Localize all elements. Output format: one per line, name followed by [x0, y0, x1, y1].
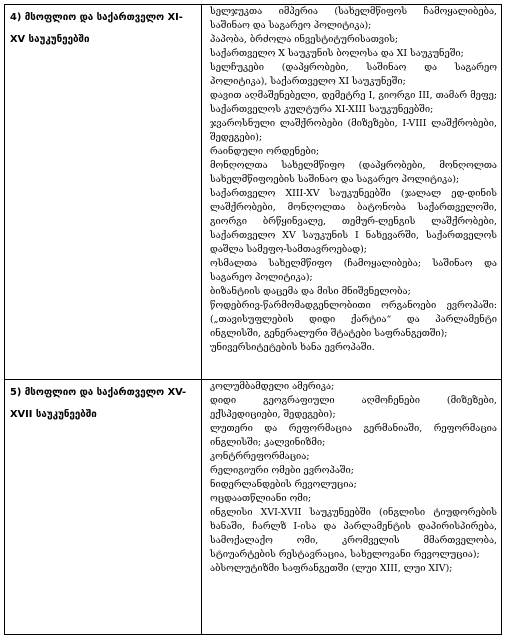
table-row — [5, 380, 502, 635]
list-item: დავით აღმაშენებელი, დემეტრე I, გიორგი III, თამარ მეფე; საქართველოს კულტურა XI-XIII საუკუნეებში; — [210, 90, 497, 115]
topic-heading: 5) მსოფლიო და საქართველო XV-XVII საუკუნეებში — [10, 387, 187, 420]
list-item: ლუთერი და რეფორმაცია გერმანიაში, რეფორმაცია ინგლისში; კალვინიზმი; — [210, 423, 497, 448]
list-item: კოლუმბამდელი ამერიკა; — [210, 381, 335, 392]
list-item: ოსმალთა სახელმწიფო (ჩამოყალიბება; საშინაო და საგარეო პოლიტიკა); — [210, 258, 497, 283]
list-item: წოდებრივ-წარმომადგენლობითი ორგანოები ევროპაში: („თავისუფლების დიდი ქარტია“ და პარლამენტი ინგლისში, გენერალური შტატები საფრანგეთში); — [210, 300, 497, 339]
list-item: უნივერსიტეტების ხანა ევროპაში. — [210, 342, 375, 353]
topic-heading: 4) მსოფლიო და საქართველო XI-XV საუკუნეებში — [10, 12, 183, 45]
item-list — [202, 5, 501, 355]
list-item: ინგლისი XVI-XVII საუკუნეებში (ინგლისი ტიუდორების ხანაში, ჩარლზ I-ისა და პარლამენტის დაპირისპირება, სამოქალაქო ომი, კრომველის მმართველობა, სტიუარტების რესტავრაცია, სახელოვანი რევოლუცია); — [210, 507, 497, 560]
list-item: ბიზანტიის დაცემა და მისი მნიშვნელობა; — [210, 286, 411, 297]
list-item: კონტრრეფორმაცია; — [210, 451, 310, 462]
table-row — [5, 5, 502, 380]
list-item: სელჩუკები (დაპყრობები, საშინაო და საგარეო პოლიტიკა), საქართველო XI საუკუნეში; — [210, 62, 497, 87]
content-cell — [202, 5, 502, 380]
list-item: საქართველო XIII-XV საუკუნეებში (ჯალალ ედ-დინის ლაშქრობები, მონღოლთა ბატონობა საქართველოში, გიორგი ბრწყინვალე, თემურ-ლენგის ლაშქრობები, საქართველო XV საუკუნის I ნახევარში, საქართველოს დაშლა სამეფო-სამთავროებად); — [210, 188, 497, 255]
topic-cell — [5, 5, 202, 380]
list-item: რელიგიური ომები ევროპაში; — [210, 465, 354, 476]
list-item: მონღოლთა სახელმწიფო (დაპყრობები, მონღოლთა სახელმწიფოების საშინაო და საგარეო პოლიტიკა); — [210, 160, 497, 185]
item-list — [202, 380, 501, 576]
list-item: პაპობა, ბრძოლა ინვესტიტურისათვის; — [210, 34, 399, 45]
curriculum-table — [4, 4, 502, 635]
list-item: სელჯუკთა იმპერია (სახელმწიფოს ჩამოყალიბება, საშინაო და საგარეო პოლიტიკა); — [210, 6, 497, 31]
list-item: ჯვაროსნული ლაშქრობები (მიზეზები, I-VIII ლაშქრობები, შედეგები); — [210, 118, 497, 143]
list-item: საქართველო X საუკუნის ბოლოსა და XI საუკუნეში; — [210, 48, 464, 59]
list-item: რაინდული ორდენები; — [210, 146, 320, 157]
list-item: დიდი გეოგრაფიული აღმოჩენები (მიზეზები, ექსპედიციები, შედეგები); — [210, 395, 497, 420]
topic-cell — [5, 380, 202, 635]
list-item: აბსოლუტიზმი საფრანგეთში (ლუი XIII, ლუი XIV); — [210, 563, 453, 574]
content-cell — [202, 380, 502, 635]
list-item: ოცდაათწლიანი ომი; — [210, 493, 312, 504]
list-item: ნიდერლანდების რევოლუცია; — [210, 479, 357, 490]
